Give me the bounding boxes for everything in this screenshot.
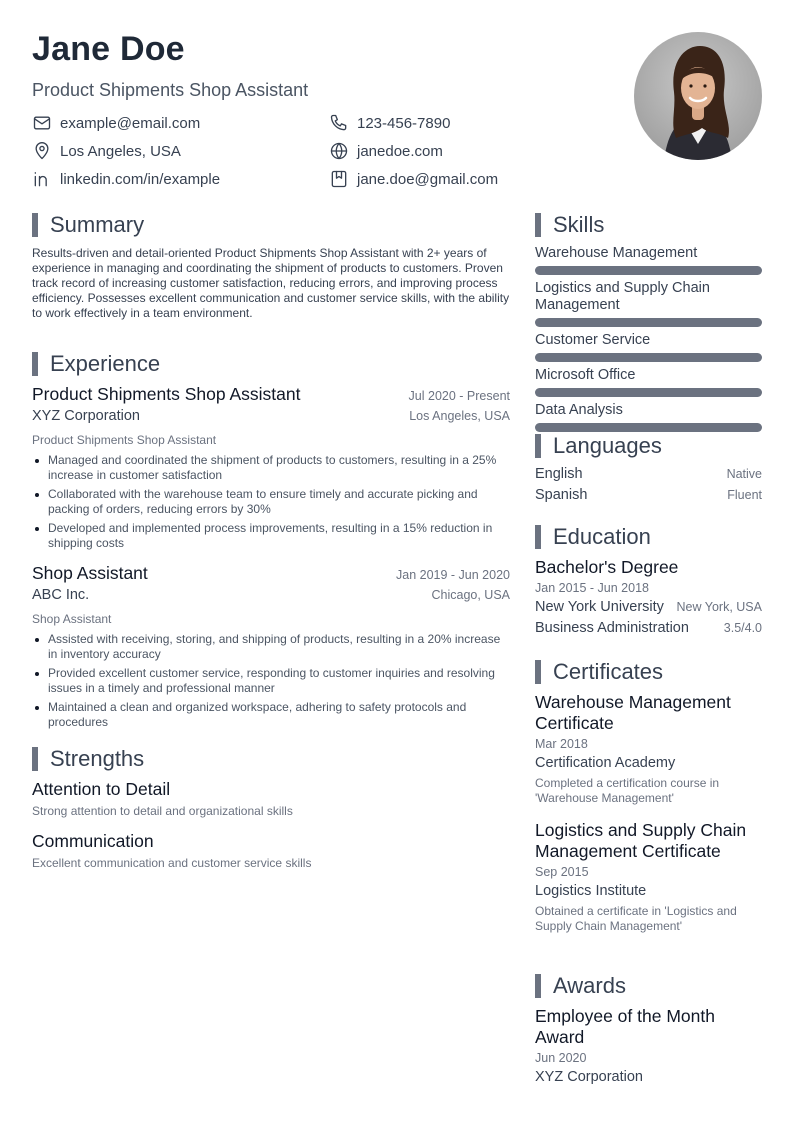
contact-alt-email[interactable] [329, 168, 498, 190]
certificate-desc: Obtained a certificate in 'Logistics and Supply Chain Management' [535, 904, 737, 933]
summary-heading-text: Summary [50, 212, 145, 237]
skill-level-bar [535, 318, 762, 327]
skill-name: Customer Service [535, 332, 651, 348]
strength-item [32, 831, 510, 870]
experience-heading-text: Experience [50, 351, 161, 376]
education-location: New York, USA [676, 600, 762, 614]
certificate-item [535, 692, 762, 806]
job-bullet: Collaborated with the warehouse team to ensure timely and accurate picking and packing of orders, reducing errors by 30% [32, 487, 510, 517]
language-level: Native [726, 467, 762, 481]
certificate-date: Mar 2018 [535, 737, 588, 751]
certificates-heading [535, 660, 663, 684]
job-bullet: Managed and coordinated the shipment of products to customers, resulting in a 25% increase in customer satisfaction [32, 453, 510, 483]
strength-title: Attention to Detail [32, 779, 171, 799]
certificate-org: Logistics Institute [535, 883, 647, 899]
skills-list [535, 245, 762, 432]
contact-email[interactable] [32, 112, 200, 134]
language-name: Spanish [535, 487, 588, 503]
strength-title: Communication [32, 831, 154, 851]
job-location: Los Angeles, USA [409, 409, 510, 423]
contact-location [32, 140, 181, 162]
award-date: Jun 2020 [535, 1051, 587, 1065]
section-accent-bar [32, 213, 38, 237]
contact-linkedin-text: linkedin.com/in/example [60, 170, 221, 188]
globe-icon [329, 141, 349, 161]
experience-heading [32, 352, 160, 376]
education-field: Business Administration [535, 620, 689, 636]
strengths-heading [32, 747, 144, 771]
contact-email-text: example@email.com [60, 114, 201, 132]
award-item [535, 1006, 762, 1090]
skill-name: Warehouse Management [535, 245, 698, 261]
job-bullet: Maintained a clean and organized workspace, adhering to safety protocols and procedures [32, 700, 510, 730]
contact-website[interactable] [329, 140, 443, 162]
certificate-title: Logistics and Supply Chain Management Certificate [535, 820, 747, 861]
awards-heading [535, 974, 626, 998]
job-title: Product Shipments Shop Assistant [32, 384, 301, 404]
awards-heading-text: Awards [553, 973, 626, 998]
summary-text: Results-driven and detail-oriented Product Shipments Shop Assistant with 2+ years of experience in managing and coordinating the shipment of products to customers. Proven track record of increasing customer satisfaction, reducing errors, and improving process efficiency. Possesses excellent communication and customer service skills, with the ability to work effectively in a team environment. [32, 246, 510, 320]
job-entry [32, 563, 510, 730]
skill-level-bar [535, 353, 762, 362]
skills-heading [535, 213, 604, 237]
languages-heading [535, 434, 662, 458]
strength-item [32, 779, 510, 818]
language-item [535, 487, 762, 508]
contact-linkedin[interactable] [32, 168, 220, 190]
languages-heading-text: Languages [553, 433, 662, 458]
contact-phone[interactable] [329, 112, 450, 134]
certificate-item [535, 820, 762, 934]
education-school: New York University [535, 599, 664, 615]
section-accent-bar [535, 434, 541, 458]
award-title: Employee of the Month Award [535, 1006, 715, 1047]
contact-location-text: Los Angeles, USA [60, 142, 181, 160]
job-bullet: Provided excellent customer service, responding to customer inquiries and resolving issues in a timely and professional manner [32, 666, 510, 696]
award-org: XYZ Corporation [535, 1069, 643, 1085]
education-entry [535, 557, 762, 641]
job-bullet: Assisted with receiving, storing, and shipping of products, resulting in a 20% increase in inventory accuracy [32, 632, 510, 662]
skill-name: Microsoft Office [535, 367, 636, 383]
skill-name: Logistics and Supply Chain Management [535, 280, 710, 313]
job-company: ABC Inc. [32, 587, 90, 603]
job-bullet: Developed and implemented process improvements, resulting in a 15% reduction in shipping costs [32, 521, 510, 551]
certificate-org: Certification Academy [535, 755, 676, 771]
job-location: Chicago, USA [431, 588, 510, 602]
contact-phone-text: 123-456-7890 [357, 114, 451, 132]
skill-level-bar [535, 388, 762, 397]
certificate-date: Sep 2015 [535, 865, 589, 879]
summary-heading [32, 213, 144, 237]
job-company: XYZ Corporation [32, 408, 140, 424]
phone-icon [329, 113, 349, 133]
job-title: Shop Assistant [32, 563, 148, 583]
section-accent-bar [535, 213, 541, 237]
bookmark-icon [329, 169, 349, 189]
profile-photo [634, 32, 762, 160]
language-level: Fluent [727, 488, 762, 502]
education-heading [535, 525, 651, 549]
skill-level-bar [535, 266, 762, 275]
education-gpa: 3.5/4.0 [723, 621, 762, 635]
education-dates: Jan 2015 - Jun 2018 [535, 581, 649, 595]
certificate-desc: Completed a certification course in 'Warehouse Management' [535, 776, 720, 805]
linkedin-icon [32, 169, 52, 189]
education-degree: Bachelor's Degree [535, 557, 679, 577]
education-heading-text: Education [553, 524, 651, 549]
section-accent-bar [535, 660, 541, 684]
certificates-heading-text: Certificates [553, 659, 664, 684]
section-accent-bar [535, 525, 541, 549]
section-accent-bar [32, 352, 38, 376]
job-dates: Jul 2020 - Present [408, 389, 510, 403]
skills-heading-text: Skills [553, 212, 605, 237]
map-pin-icon [32, 141, 52, 161]
job-bullets [32, 453, 510, 551]
job-entry [32, 384, 510, 551]
strengths-heading-text: Strengths [50, 746, 145, 771]
strength-desc: Excellent communication and customer service skills [32, 856, 312, 870]
certificate-title: Warehouse Management Certificate [535, 692, 731, 733]
language-item [535, 466, 762, 487]
contact-website-text: janedoe.com [357, 142, 443, 160]
strength-desc: Strong attention to detail and organizational skills [32, 804, 293, 818]
section-accent-bar [535, 974, 541, 998]
language-name: English [535, 466, 583, 482]
languages-list [535, 466, 762, 508]
skill-name: Data Analysis [535, 402, 623, 418]
job-bullets [32, 632, 510, 730]
skill-level-bar [535, 423, 762, 432]
candidate-role: Product Shipments Shop Assistant [32, 80, 309, 100]
candidate-name: Jane Doe [32, 30, 185, 68]
section-accent-bar [32, 747, 38, 771]
job-subrole: Shop Assistant [32, 612, 112, 626]
job-subrole: Product Shipments Shop Assistant [32, 433, 217, 447]
job-dates: Jan 2019 - Jun 2020 [396, 568, 510, 582]
contact-alt-email-text: jane.doe@gmail.com [357, 170, 499, 188]
mail-icon [32, 113, 52, 133]
